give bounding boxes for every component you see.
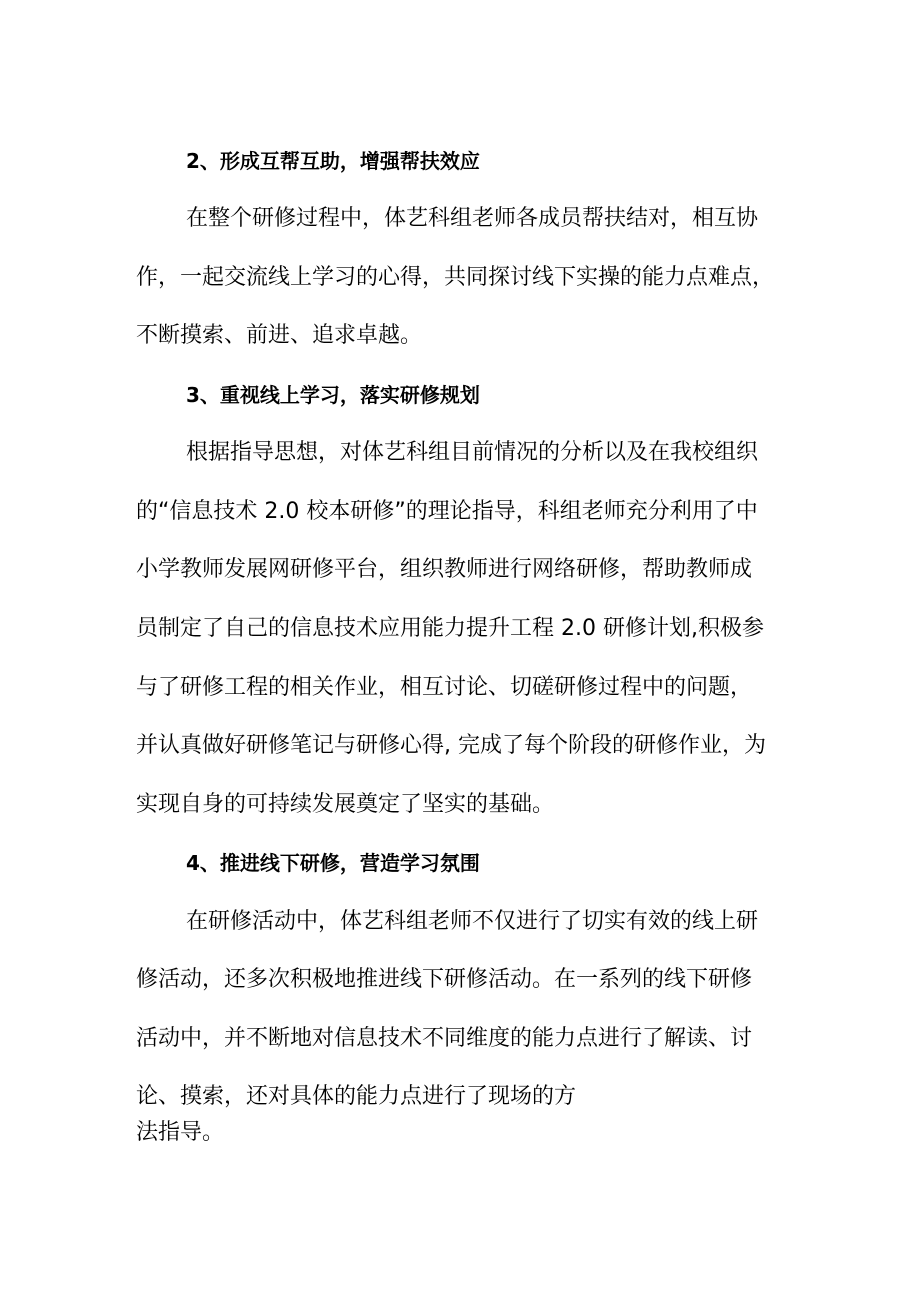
paragraph-line: 与了研修工程的相关作业，相互讨论、切磋研修过程中的问题， xyxy=(136,675,753,700)
paragraph-line: 在研修活动中，体艺科组老师不仅进行了切实有效的线上研 xyxy=(186,909,759,934)
paragraph-line: 的“信息技术 2.0 校本研修”的理论指导，科组老师充分利用了中 xyxy=(136,499,758,524)
paragraph-line: 小学教师发展网研修平台，组织教师进行网络研修，帮助教师成 xyxy=(136,557,753,582)
paragraph-line: 活动中，并不断地对信息技术不同维度的能力点进行了解读、讨 xyxy=(136,1026,753,1051)
paragraph-line: 实现自身的可持续发展奠定了坚实的基础。 xyxy=(136,792,555,817)
paragraph-line: 员制定了自己的信息技术应用能力提升工程 2.0 研修计划,积极参 xyxy=(136,616,764,641)
paragraph-line: 并认真做好研修笔记与研修心得, 完成了每个阶段的研修作业，为 xyxy=(136,733,766,758)
paragraph-line: 修活动，还多次积极地推进线下研修活动。在一系列的线下研修 xyxy=(136,967,753,992)
paragraph-line: 论、摸索，还对具体的能力点进行了现场的方 xyxy=(136,1084,577,1109)
paragraph-line: 不断摸索、前进、追求卓越。 xyxy=(136,323,423,348)
section-heading-4: 4、推进线下研修，营造学习氛围 xyxy=(186,851,480,875)
paragraph-line: 法指导。 xyxy=(136,1120,225,1145)
paragraph-line: 在整个研修过程中，体艺科组老师各成员帮扶结对，相互协 xyxy=(186,206,759,231)
paragraph-line: 作，一起交流线上学习的心得，共同探讨线下实操的能力点难点， xyxy=(136,265,775,290)
paragraph-line: 根据指导思想，对体艺科组目前情况的分析以及在我校组织 xyxy=(186,440,759,465)
section-heading-3: 3、重视线上学习，落实研修规划 xyxy=(186,383,480,407)
section-heading-2: 2、形成互帮互助，增强帮扶效应 xyxy=(186,149,480,173)
